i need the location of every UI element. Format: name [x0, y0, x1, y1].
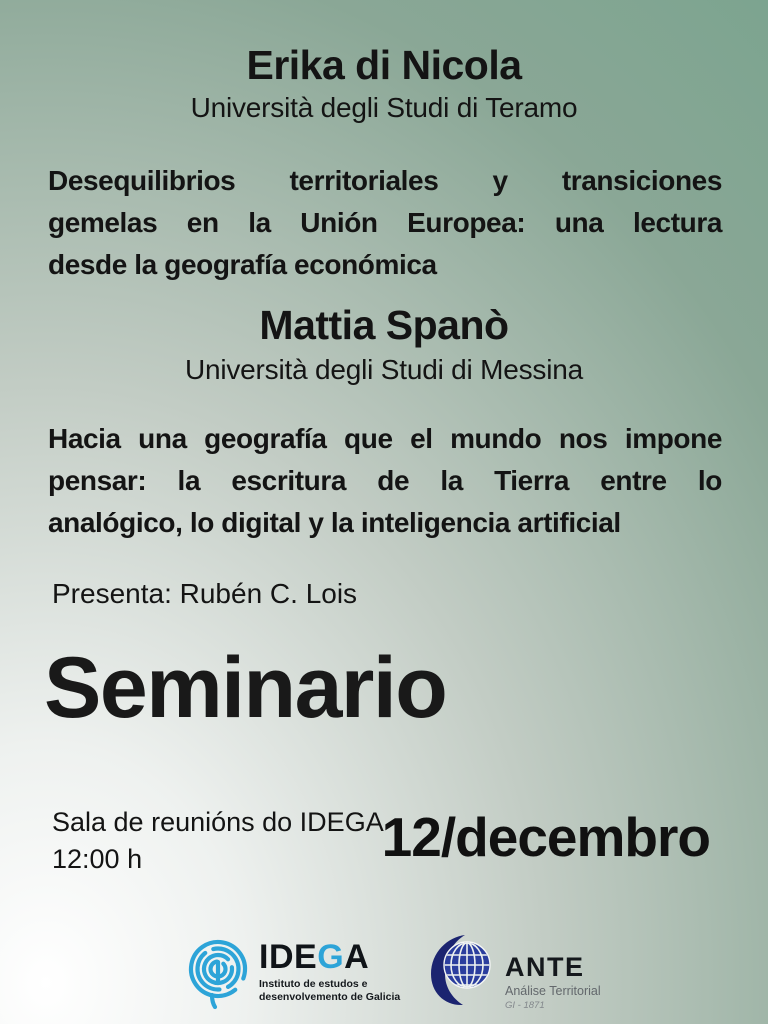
- idega-wordmark: [259, 940, 400, 974]
- time-line: 12:00 h: [52, 844, 143, 874]
- spiral-labyrinth-icon: [186, 938, 250, 1015]
- idega-tagline: [259, 978, 400, 1004]
- venue-line: Sala de reunións do IDEGA: [52, 807, 384, 837]
- ante-text-block: [505, 932, 601, 1011]
- venue-block: [52, 804, 384, 878]
- idega-text-block: [259, 938, 400, 1004]
- event-type-title: Seminario: [44, 640, 447, 736]
- talk2-title-line2: pensar: la escritura de la Tierra entre lo: [48, 465, 722, 496]
- talk1-title-line3: desde la geografía económica: [48, 249, 437, 280]
- talk1-title: [48, 160, 722, 286]
- idega-tagline-line1: Instituto de estudos e: [259, 978, 368, 990]
- ante-logo: [424, 932, 601, 1015]
- talk2-title-line3: analógico, lo digital y la inteligencia artificial: [48, 507, 621, 538]
- talk1-title-line1: Desequilibrios territoriales y transiciones: [48, 165, 722, 196]
- speaker1-name: Erika di Nicola: [246, 42, 522, 88]
- idega-logo: [186, 938, 400, 1015]
- idega-wordmark-suffix: A: [344, 938, 370, 976]
- ante-group-label: GI - 1871: [505, 1000, 545, 1011]
- ante-wordmark: ANTE: [505, 952, 585, 982]
- idega-wordmark-accent: G: [317, 938, 345, 976]
- idega-wordmark-prefix: IDE: [259, 938, 318, 976]
- event-date: 12/decembro: [381, 806, 710, 868]
- speaker2-name: Mattia Spanò: [259, 302, 509, 348]
- speaker2-affiliation: Università degli Studi di Messina: [184, 354, 584, 385]
- logos-row: [0, 932, 768, 1018]
- talk2-title-line1: Hacia una geografía que el mundo nos impone: [48, 423, 722, 454]
- presenter-line: Presenta: Rubén C. Lois: [52, 578, 358, 609]
- talk2-title: [48, 418, 722, 544]
- idega-tagline-line2: desenvolvemento de Galicia: [259, 991, 401, 1003]
- speaker1-affiliation: Università degli Studi di Teramo: [190, 92, 578, 123]
- globe-icon: [424, 932, 498, 1015]
- ante-subtitle: Análise Territorial: [505, 984, 601, 998]
- talk1-title-line2: gemelas en la Unión Europea: una lectura: [48, 207, 722, 238]
